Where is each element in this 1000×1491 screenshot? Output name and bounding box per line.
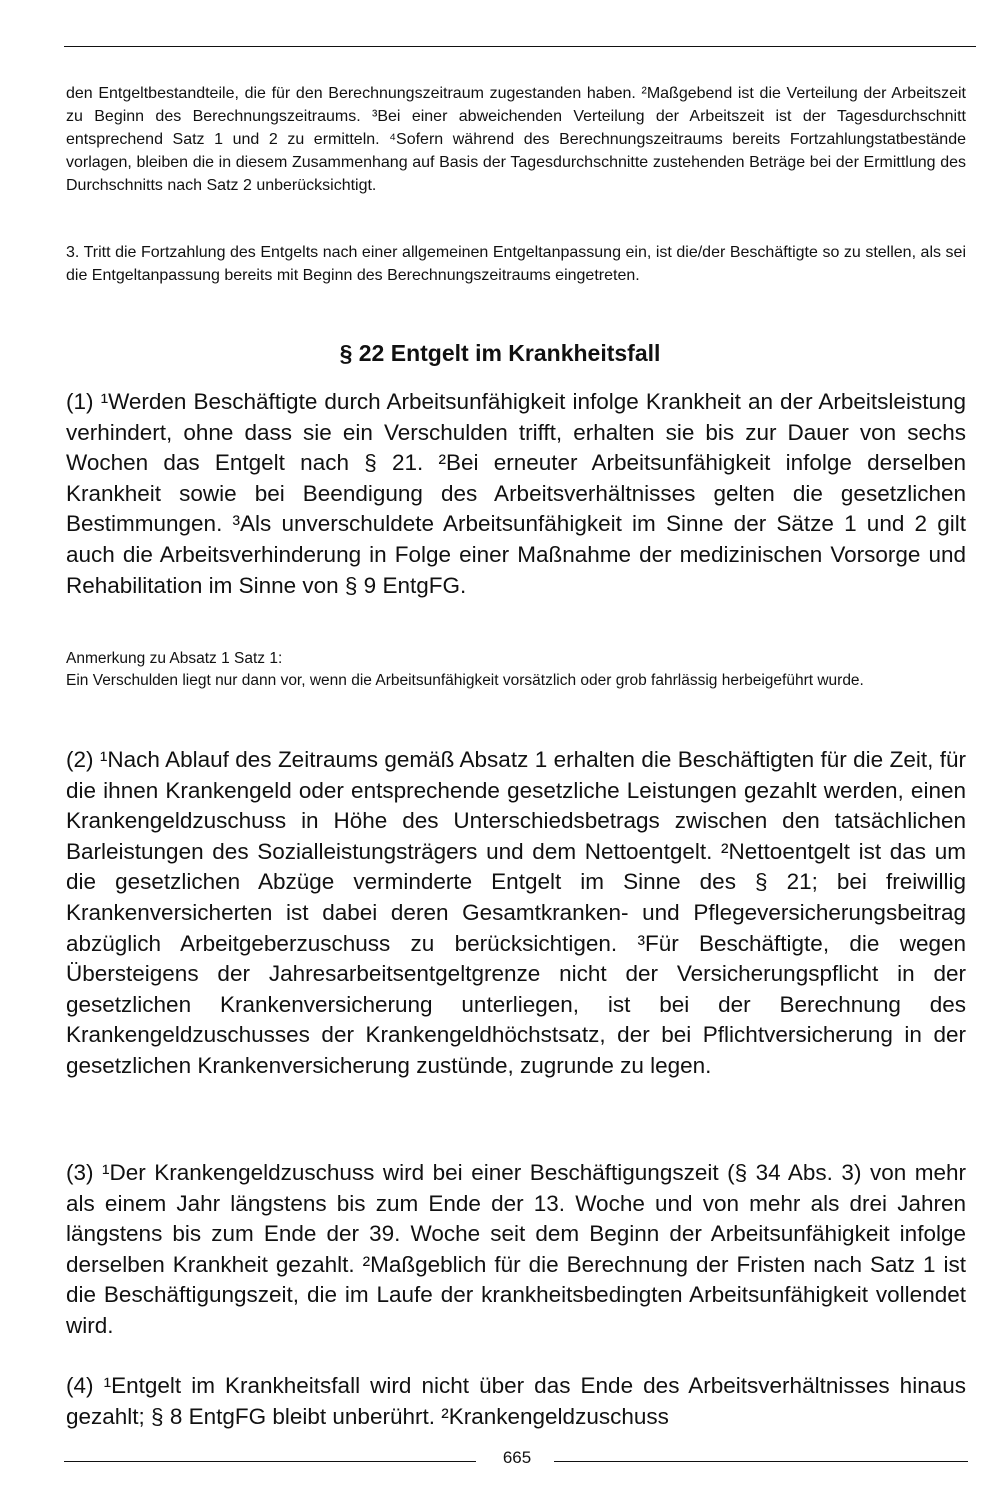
continuation-paragraph: den Entgeltbestandteile, die für den Berechnungszeitraum zugestanden haben. ²Maßgebend ist die Verteilung der Arbeitszeit zu Beginn des Berechnungszeitraums. ³Bei einer abweichenden Verteilung der Arbeitszeit ist der Tagesdurchschnitt entsprechend Satz 1 und 2 zu ermitteln. ⁴Sofern während des Berechnungszeitraums bereits Fortzahlungstatbestände vorlagen, bleiben die in diesem Zusammenhang auf Basis der Tagesdurchschnitte zustehenden Beträge bei der Ermittlung des Durchschnitts nach Satz 2 unberücksichtigt.	[66, 85, 966, 194]
annotation-label: Anmerkung zu Absatz 1 Satz 1:	[66, 650, 283, 667]
paragraph-3: (3) ¹Der Krankengeldzuschuss wird bei einer Beschäftigungszeit (§ 34 Abs. 3) von mehr als einem Jahr längstens bis zum Ende der 13. Woche und von mehr als drei Jahren längstens bis zum Ende der 39. Woche seit dem Beginn der Arbeitsunfähigkeit infolge derselben Krankheit gezahlt. ²Maßgeblich für die Berechnung der Fristen nach Satz 1 ist die Beschäftigungszeit, die im Laufe der krankheitsbedingten Arbeitsunfähigkeit vollendet wird.	[66, 1160, 966, 1338]
annotation-text: Ein Verschulden liegt nur dann vor, wenn die Arbeitsunfähigkeit vorsätzlich oder grob fahrlässig herbeigeführt wurde.	[66, 672, 864, 689]
page-number: 665	[502, 1448, 532, 1467]
paragraph-2: (2) ¹Nach Ablauf des Zeitraums gemäß Absatz 1 erhalten die Beschäftigten für die Zeit, für die ihnen Krankengeld oder entsprechende gesetzliche Leistungen gezahlt werden, einen Krankengeldzuschuss in Höhe des Unterschiedsbetrags zwischen den tatsächlichen Barleistungen des Sozialleistungsträgers und dem Nettoentgelt. ²Nettoentgelt ist das um die gesetzlichen Abzüge verminderte Entgelt im Sinne des § 21; bei freiwillig Krankenversicherten ist dabei deren Gesamtkranken- und Pflegeversicherungsbeitrag abzüglich Arbeitgeberzuschuss zu berücksichtigen. ³Für Beschäftigte, die wegen Übersteigens der Jahresarbeitsentgeltgrenze nicht der Versicherungspflicht in der gesetzlichen Krankenversicherung unterliegen, ist bei der Berechnung des Krankengeldzuschusses der Krankengeldhöchstsatz, der bei Pflichtversicherung in der gesetzlichen Krankenversicherung zustünde, zugrunde zu legen.	[66, 747, 966, 1078]
footer-rule-right	[554, 1461, 968, 1462]
paragraph-4: (4) ¹Entgelt im Krankheitsfall wird nicht über das Ende des Arbeitsverhältnisses hinaus gezahlt; § 8 EntgFG bleibt unberührt. ²Krankengeldzuschuss	[66, 1373, 966, 1429]
top-rule	[64, 46, 976, 47]
section-heading: § 22 Entgelt im Krankheitsfall	[339, 340, 661, 366]
paragraph-1: (1) ¹Werden Beschäftigte durch Arbeitsunfähigkeit infolge Krankheit an der Arbeitsleistung verhindert, ohne dass sie ein Verschulden trifft, erhalten sie bis zur Dauer von sechs Wochen das Entgelt nach § 21. ²Bei erneuter Arbeitsunfähigkeit infolge derselben Krankheit sowie bei Beendigung des Arbeitsverhältnisses gelten die gesetzlichen Bestimmungen. ³Als unverschuldete Arbeitsunfähigkeit im Sinne der Sätze 1 und 2 gilt auch die Arbeitsverhinderung in Folge einer Maßnahme der medizinischen Vorsorge und Rehabilitation im Sinne von § 9 EntgFG.	[66, 389, 966, 598]
item-3-paragraph: 3. Tritt die Fortzahlung des Entgelts nach einer allgemeinen Entgeltanpassung ein, ist die/der Beschäftigte so zu stellen, als sei die Entgeltanpassung bereits mit Beginn des Berechnungszeitraums eingetreten.	[66, 244, 966, 284]
footer-rule-left	[64, 1461, 476, 1462]
